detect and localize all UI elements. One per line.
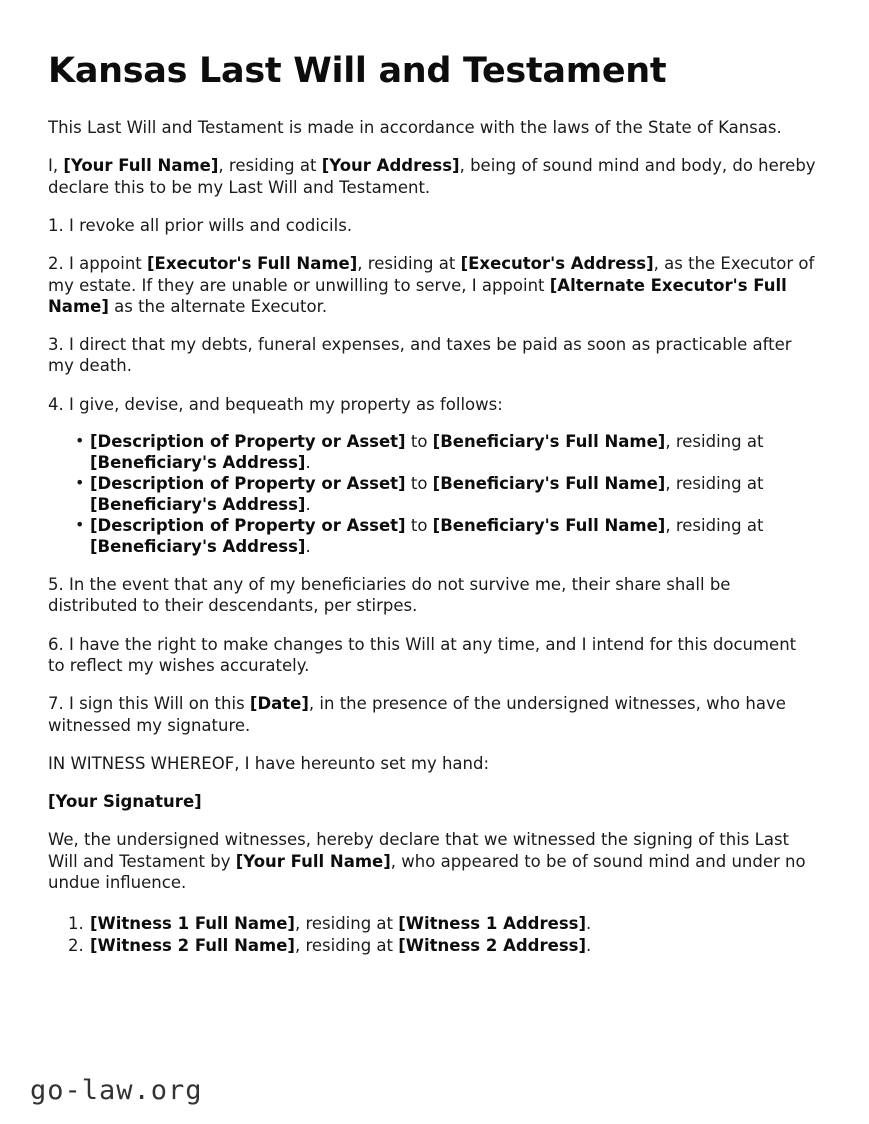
bequest-suffix: . — [305, 494, 311, 514]
executor-address-placeholder: [Executor's Address] — [460, 254, 654, 274]
document-content — [48, 52, 816, 958]
beneficiary-address-placeholder: [Beneficiary's Address] — [90, 494, 306, 514]
witness-2-address-placeholder: [Witness 2 Address] — [398, 935, 587, 955]
alternate-executor-placeholder: [Alternate Executor's Full Name] — [48, 275, 787, 316]
property-description-placeholder: [Description of Property or Asset] — [90, 516, 406, 536]
bequest-mid-1: to — [405, 474, 433, 494]
bequest-suffix: . — [305, 452, 311, 472]
clause-5-paragraph: 5. In the event that any of my beneficiaries do not survive me, their share shall be distributed to their descendants, per stirpes. — [48, 575, 731, 616]
bequest-mid-2: , residing at — [665, 432, 764, 451]
witness-1-address-placeholder: [Witness 1 Address] — [398, 914, 587, 934]
page-title: Kansas Last Will and Testament — [48, 51, 667, 91]
witness-2-name-placeholder: [Witness 2 Full Name] — [90, 935, 295, 955]
property-description-placeholder: [Description of Property or Asset] — [90, 432, 406, 451]
clause-2-mid-2: , as the Executor of my estate. If they are unable or unwilling to serve, I appoint — [48, 254, 815, 295]
clause-7-paragraph — [48, 693, 816, 736]
signature-placeholder: [Your Signature] — [48, 792, 202, 812]
executor-full-name-placeholder: [Executor's Full Name] — [147, 254, 358, 274]
witness-declaration-paragraph — [48, 829, 816, 893]
witness-2-mid: , residing at — [294, 935, 399, 955]
clause-7-suffix: , in the presence of the undersigned witnesses, who have witnessed my signature. — [48, 694, 786, 735]
intro-paragraph: This Last Will and Testament is made in accordance with the laws of the State of Kansas. — [48, 118, 782, 138]
bequest-mid-1: to — [405, 432, 433, 451]
clause-2-suffix: as the alternate Executor. — [108, 296, 328, 316]
your-full-name-placeholder: [Your Full Name] — [235, 851, 391, 871]
property-description-placeholder: [Description of Property or Asset] — [90, 474, 406, 494]
list-item — [48, 474, 816, 515]
declaration-prefix: I, — [48, 156, 64, 176]
bequest-suffix: . — [305, 536, 311, 556]
declaration-paragraph — [48, 155, 816, 198]
your-address-placeholder: [Your Address] — [321, 156, 460, 176]
beneficiary-address-placeholder: [Beneficiary's Address] — [90, 452, 306, 472]
list-item — [48, 936, 816, 957]
list-item — [48, 516, 816, 557]
beneficiary-name-placeholder: [Beneficiary's Full Name] — [432, 432, 666, 451]
clause-2-mid-1: , residing at — [357, 254, 461, 274]
clause-3-paragraph: 3. I direct that my debts, funeral expenses, and taxes be paid as soon as practicable after my death. — [48, 335, 792, 376]
bequest-mid-2: , residing at — [665, 474, 764, 494]
declaration-mid-1: , residing at — [218, 156, 322, 176]
clause-2-paragraph — [48, 253, 816, 317]
witness-1-suffix: . — [586, 914, 592, 934]
witness-2-suffix: . — [586, 935, 592, 955]
bequest-list — [48, 432, 816, 557]
list-item — [48, 432, 816, 473]
date-placeholder: [Date] — [249, 694, 309, 714]
declaration-suffix: , being of sound mind and body, do hereby declare this to be my Last Will and Testament. — [48, 156, 816, 197]
witness-1-mid: , residing at — [294, 914, 399, 934]
witness-whereof-paragraph: IN WITNESS WHEREOF, I have hereunto set my hand: — [48, 753, 490, 773]
beneficiary-address-placeholder: [Beneficiary's Address] — [90, 536, 306, 556]
clause-1-paragraph: 1. I revoke all prior wills and codicils. — [48, 216, 353, 236]
beneficiary-name-placeholder: [Beneficiary's Full Name] — [432, 516, 666, 536]
bequest-mid-2: , residing at — [665, 516, 764, 536]
witness-1-name-placeholder: [Witness 1 Full Name] — [90, 914, 295, 934]
witness-declaration-prefix: We, the undersigned witnesses, hereby declare that we witnessed the signing of this Last Will and Testament by — [48, 830, 790, 871]
clause-4-paragraph: 4. I give, devise, and bequeath my property as follows: — [48, 394, 503, 414]
clause-7-prefix: 7. I sign this Will on this — [48, 694, 250, 714]
footer-watermark: go-law.org — [30, 1075, 203, 1106]
witness-declaration-suffix: , who appeared to be of sound mind and under no undue influence. — [48, 851, 806, 892]
list-item — [48, 914, 816, 935]
beneficiary-name-placeholder: [Beneficiary's Full Name] — [432, 474, 666, 494]
clause-6-paragraph: 6. I have the right to make changes to this Will at any time, and I intend for this document to reflect my wishes accurately. — [48, 634, 797, 676]
bequest-mid-1: to — [405, 516, 433, 536]
clause-2-prefix: 2. I appoint — [48, 254, 148, 274]
your-full-name-placeholder: [Your Full Name] — [63, 156, 219, 176]
witness-list — [48, 914, 816, 956]
